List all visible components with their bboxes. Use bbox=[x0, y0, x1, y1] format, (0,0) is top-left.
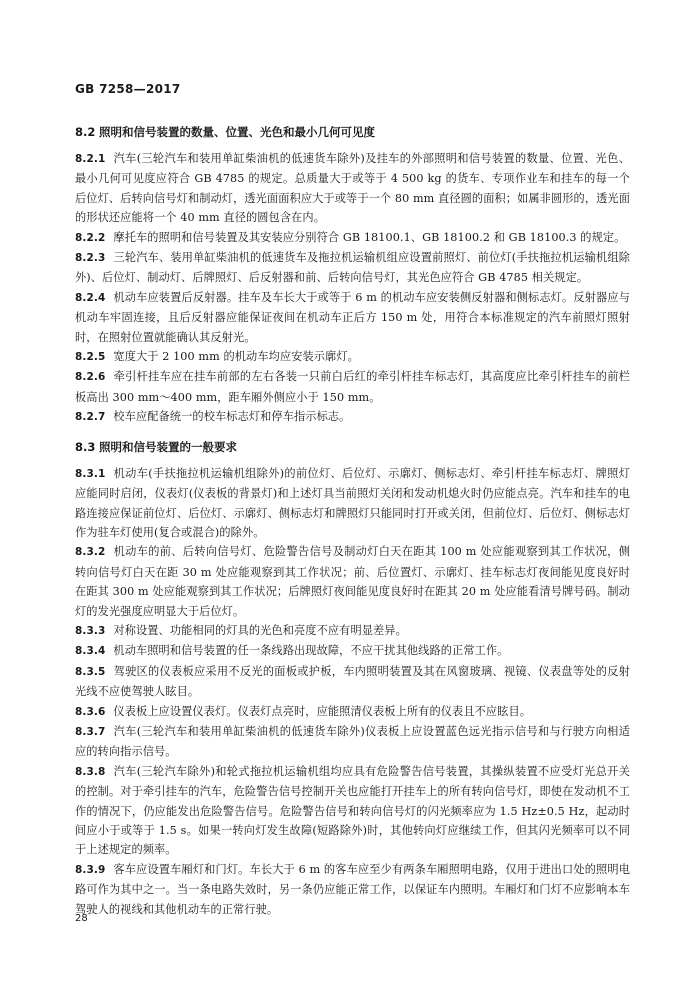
clause-text: 驾驶区的仪表板应采用不反光的面板或护板，车内照明装置及其在风窗玻璃、视镜、仪表盘等处的反射光线不应使驾驶人眩目。 bbox=[75, 664, 630, 699]
section-title-text: 照明和信号装置的一般要求 bbox=[99, 439, 237, 454]
standard-code-header: GB 7258—2017 bbox=[75, 82, 181, 96]
clause-8-3-9 bbox=[75, 860, 630, 919]
clause-number: 8.3.8 bbox=[75, 765, 106, 778]
clause-8-2-7 bbox=[75, 407, 630, 427]
clause-number: 8.3.3 bbox=[75, 624, 106, 637]
clause-number: 8.3.2 bbox=[75, 546, 106, 559]
clause-text: 仪表板上应设置仪表灯。仪表灯点亮时，应能照清仪表板上所有的仪表且不应眩目。 bbox=[113, 704, 532, 718]
clause-8-3-2 bbox=[75, 542, 630, 621]
clause-text: 牵引杆挂车应在挂车前部的左右各装一只前白后红的牵引杆挂车标志灯，其高度应比牵引杆挂车的前栏板高出 300 mm～400 mm，距车厢外侧应小于 150 mm。 bbox=[75, 370, 630, 404]
section-title-text: 照明和信号装置的数量、位置、光色和最小几何可见度 bbox=[99, 125, 375, 139]
clause-text: 三轮汽车、装用单缸柴油机的低速货车及拖拉机运输机组应设置前照灯、前位灯(手扶拖拉机运输机组除外)、后位灯、制动灯、后牌照灯、后反射器和前、后转向信号灯，其光色应符合 GB 4785 相关规定。 bbox=[75, 251, 630, 285]
section-number: 8.3 bbox=[75, 439, 96, 454]
page-number: 28 bbox=[75, 913, 88, 924]
clause-text: 汽车(三轮汽车和装用单缸柴油机的低速货车除外)及挂车的外部照明和信号装置的数量、位置、光色、最小几何可见度应符合 GB 4785 的规定。总质量大于或等于 4 500 kg 的货车、专项作业车和挂车的每一个后位灯、后转向信号灯和制动灯，透光面面积应大于或等于一个 80 mm 直径圆的面积；如属非圆形的，透光面的形状还应能将一个 40 mm 直径的圆包含在内。 bbox=[75, 152, 630, 225]
clause-text: 对称设置、功能相同的灯具的光色和亮度不应有明显差异。 bbox=[113, 623, 407, 637]
clause-number: 8.2.6 bbox=[75, 371, 106, 384]
clause-number: 8.2.5 bbox=[75, 351, 106, 364]
clause-text: 校车应配备统一的校车标志灯和停车指示标志。 bbox=[113, 410, 351, 424]
clause-text: 客车应设置车厢灯和门灯。车长大于 6 m 的客车应至少有两条车厢照明电路，仅用于进出口处的照明电路可作为其中之一。当一条电路失效时，另一条仍应能正常工作，以保证车内照明。车厢灯和门灯不应影响本车驾驶人的视线和其他机动车的正常行驶。 bbox=[75, 862, 630, 916]
clause-8-2-6 bbox=[75, 367, 630, 407]
clause-8-2-3 bbox=[75, 248, 630, 288]
clause-8-3-3 bbox=[75, 621, 630, 641]
clause-number: 8.3.6 bbox=[75, 705, 106, 718]
clause-number: 8.3.1 bbox=[75, 467, 106, 480]
clause-number: 8.3.4 bbox=[75, 645, 106, 658]
clause-8-3-4 bbox=[75, 641, 630, 661]
clause-text: 机动车的前、后转向信号灯、危险警告信号及制动灯白天在距其 100 m 处应能观察到其工作状况，侧转向信号灯白天在距 30 m 处应能观察到其工作状况；前、后位置灯、示廓灯、挂车标志灯夜间能见度良好时在距其 300 m 处应能观察到其工作状况；后牌照灯夜间能见度良好时在距其 20 m 处应能看清号牌号码。制动灯的发光强度应明显大于后位灯。 bbox=[75, 545, 630, 618]
section-heading-8-2 bbox=[75, 124, 630, 140]
clause-8-2-1 bbox=[75, 149, 630, 228]
clause-8-3-6 bbox=[75, 702, 630, 722]
clause-8-2-2 bbox=[75, 228, 630, 248]
clause-number: 8.2.4 bbox=[75, 291, 106, 304]
clause-number: 8.2.2 bbox=[75, 231, 106, 244]
clause-number: 8.2.3 bbox=[75, 252, 106, 265]
clause-8-3-1 bbox=[75, 464, 630, 543]
clause-text: 汽车(三轮汽车除外)和轮式拖拉机运输机组均应具有危险警告信号装置，其操纵装置不应受灯光总开关的控制。对于牵引挂车的汽车，危险警告信号控制开关也应能打开挂车上的所有转向信号灯，即使在发动机不工作的情况下，仍应能发出危险警告信号。危险警告信号和转向信号灯的闪光频率应为 1.5 Hz±0.5 Hz，起动时间应小于或等于 1.5 s。如果一转向灯发生故障(短路除外)时，其他转向灯应继续工作，但其闪光频率可以不同于上述规定的频率。 bbox=[75, 764, 630, 857]
clause-text: 机动车应装置后反射器。挂车及车长大于或等于 6 m 的机动车应安装侧反射器和侧标志灯。反射器应与机动车牢固连接，且后反射器应能保证夜间在机动车正后方 150 m 处，用符合本标准规定的汽车前照灯照射时，在照射位置就能确认其反射光。 bbox=[75, 290, 630, 344]
clause-number: 8.2.7 bbox=[75, 411, 106, 424]
clause-text: 机动车(手扶拖拉机运输机组除外)的前位灯、后位灯、示廓灯、侧标志灯、牵引杆挂车标志灯、牌照灯应能同时启闭，仪表灯(仪表板的背景灯)和上述灯具当前照灯关闭和发动机熄火时仍应能点亮。汽车和挂车的电路连接应保证前位灯、后位灯、示廓灯、侧标志灯和牌照灯只能同时打开或关闭，但前位灯、后位灯、侧标志灯作为驻车灯使用(复合或混合)的除外。 bbox=[75, 466, 630, 539]
clause-8-2-4 bbox=[75, 288, 630, 347]
clause-8-3-8 bbox=[75, 762, 630, 860]
clause-number: 8.3.5 bbox=[75, 665, 106, 678]
clause-text: 宽度大于 2 100 mm 的机动车均应安装示廓灯。 bbox=[113, 350, 359, 364]
clause-8-3-5 bbox=[75, 662, 630, 702]
page-content bbox=[75, 124, 630, 919]
clause-number: 8.2.1 bbox=[75, 153, 106, 165]
clause-text: 汽车(三轮汽车和装用单缸柴油机的低速货车除外)仪表板上应设置蓝色远光指示信号和与行驶方向相适应的转向指示信号。 bbox=[75, 724, 630, 759]
section-number: 8.2 bbox=[75, 125, 96, 139]
clause-text: 机动车照明和信号装置的任一条线路出现故障，不应干扰其他线路的正常工作。 bbox=[113, 644, 509, 658]
clause-number: 8.3.7 bbox=[75, 725, 106, 738]
clause-number: 8.3.9 bbox=[75, 863, 106, 876]
clause-8-2-5 bbox=[75, 347, 630, 367]
clause-text: 摩托车的照明和信号装置及其安装应分别符合 GB 18100.1、GB 18100.2 和 GB 18100.3 的规定。 bbox=[113, 230, 626, 244]
section-heading-8-3 bbox=[75, 439, 630, 455]
clause-8-3-7 bbox=[75, 722, 630, 762]
